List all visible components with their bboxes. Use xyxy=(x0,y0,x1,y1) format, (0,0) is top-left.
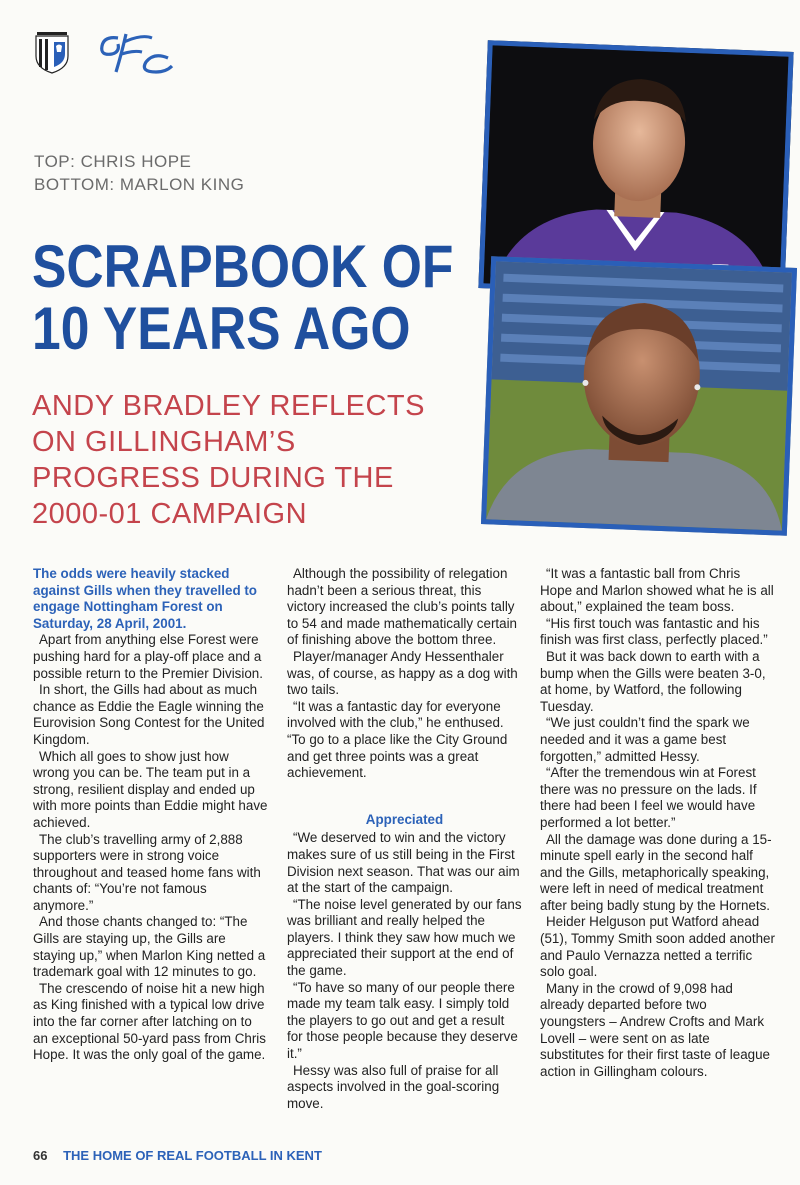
body-paragraph: “The noise level generated by our fans was brilliant and really helped the players. I think they saw how much we appreciated their support at the end of the game. xyxy=(287,896,522,979)
standfirst xyxy=(32,388,425,532)
body-paragraph: Although the possibility of relegation hadn’t been a serious threat, this victory increased the club’s points tally to 54 and made mathematically certain of finishing above the bottom three. xyxy=(287,566,517,648)
body-paragraph: Player/manager Andy Hessenthaler was, of course, as happy as a dog with two tails. xyxy=(287,648,518,698)
player-portrait-image xyxy=(486,261,792,530)
standfirst-line: PROGRESS DURING THE xyxy=(32,462,394,494)
caption-top: TOP: CHRIS HOPE xyxy=(34,152,192,171)
body-paragraph: Many in the crowd of 9,098 had already departed before two youngsters – Andrew Crofts and Mark Lovell – were sent on as late substitutes for their first taste of league action in Gillingham colours. xyxy=(540,980,770,1079)
body-paragraph: Which all goes to show just how wrong you can be. The team put in a strong, resilient display and ended up with more points than Eddie might have achieved. xyxy=(33,748,268,830)
photo-marlon-king xyxy=(481,256,797,536)
club-crest-icon xyxy=(34,30,70,74)
headline-line-1: SCRAPBOOK OF xyxy=(32,233,454,300)
standfirst-line: 2000-01 CAMPAIGN xyxy=(32,498,308,530)
headline-line-2: 10 YEARS AGO xyxy=(32,295,411,362)
standfirst-line: ANDY BRADLEY REFLECTS xyxy=(32,390,425,422)
standfirst-line: ON GILLINGHAM’S xyxy=(32,426,296,458)
article-column-1 xyxy=(33,566,268,1064)
caption-bottom: BOTTOM: MARLON KING xyxy=(34,175,245,194)
body-paragraph: Heider Helguson put Watford ahead (51), Tommy Smith soon added another and Paulo Vernazza netted a terrific solo goal. xyxy=(540,914,775,980)
body-paragraph: “We deserved to win and the victory makes sure of us still being in the First Division next season. That was our aim at the start of the campaign. xyxy=(287,830,520,896)
body-paragraph: “It was a fantastic day for everyone involved with the club,” he enthused. “To go to a place like the City Ground and get three points was a great achievement. xyxy=(287,698,508,781)
intro-paragraph: The odds were heavily stacked against Gills when they travelled to engage Nottingham Forest on Saturday, 28 April, 2001. xyxy=(33,566,257,631)
body-paragraph: All the damage was done during a 15-minute spell early in the second half and the Gills, metaphorically speaking, were left in need of medical treatment after being badly stung by the Hornets. xyxy=(540,831,772,913)
body-paragraph: “It was a fantastic ball from Chris Hope and Marlon showed what he is all about,” explained the team boss. xyxy=(540,566,774,615)
page-number: 66 xyxy=(33,1148,48,1163)
page-footer xyxy=(33,1148,322,1163)
body-paragraph: But it was back down to earth with a bump when the Gills were beaten 3-0, at home, by Watford, the following Tuesday. xyxy=(540,648,766,714)
photo-caption xyxy=(34,150,244,196)
body-paragraph: “We just couldn’t find the spark we needed and it was a game best forgotten,” admitted Hessy. xyxy=(540,715,750,764)
body-paragraph: Hessy was also full of praise for all aspects involved in the goal-scoring move. xyxy=(287,1062,500,1111)
footer-tagline: THE HOME OF REAL FOOTBALL IN KENT xyxy=(63,1148,322,1163)
section-subheading: Appreciated xyxy=(365,811,444,827)
gfc-logo-icon xyxy=(96,28,176,76)
body-paragraph: Apart from anything else Forest were pushing hard for a play-off place and a possible return to the Premier Division. xyxy=(33,632,263,681)
body-paragraph: The crescendo of noise hit a new high as King finished with a typical low drive into the far corner after latching on to an exceptional 50-yard pass from Chris Hope. It was the only goal of the game. xyxy=(33,980,266,1063)
page-title xyxy=(32,233,454,362)
body-paragraph: “His first touch was fantastic and his finish was first class, perfectly placed.” xyxy=(540,615,768,648)
article-column-2 xyxy=(287,566,522,1112)
body-paragraph: “After the tremendous win at Forest there was no pressure on the lads. If there had been I feel we would have performed a lot better.” xyxy=(540,765,757,830)
body-paragraph: And those chants changed to: “The Gills are staying up, the Gills are staying up,” when Marlon King netted a trademark goal with 12 minutes to go. xyxy=(33,914,266,980)
body-paragraph: “To have so many of our people there made my team talk easy. I simply told the players to go out and get a result for those people because they deserve it.” xyxy=(287,979,518,1062)
article-column-3 xyxy=(540,566,775,1080)
body-paragraph: In short, the Gills had about as much chance as Eddie the Eagle winning the Eurovision Song Contest for the United Kingdom. xyxy=(33,682,265,747)
body-paragraph: The club’s travelling army of 2,888 supporters were in strong voice throughout and teased home fans with chants of: “You’re not famous anymore.” xyxy=(33,831,261,913)
spacer xyxy=(287,782,522,798)
